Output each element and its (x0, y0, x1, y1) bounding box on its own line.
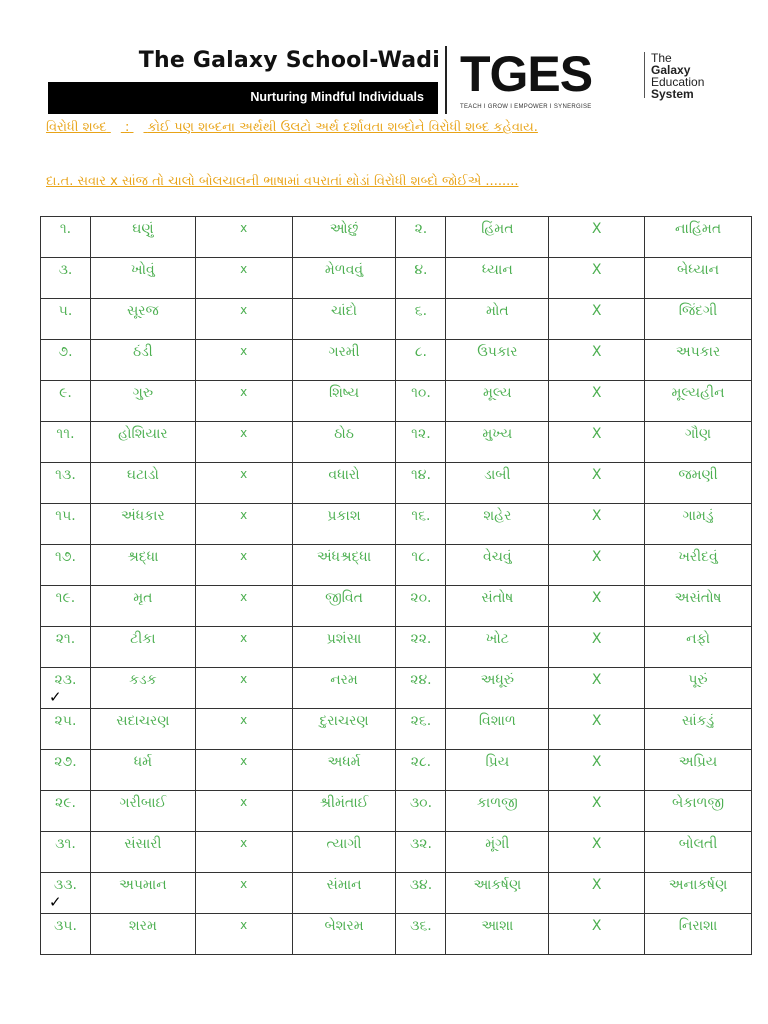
opposite-sign: x (195, 381, 292, 422)
table-row (41, 422, 752, 463)
table-row (41, 217, 752, 258)
check-mark-icon: ✓ (49, 893, 62, 911)
system-line: System (651, 87, 694, 101)
item-number: ૨૬. (396, 709, 446, 750)
opposite-sign: x (195, 217, 292, 258)
opposite-sign: X (549, 627, 645, 668)
item-number: ૨૨. (396, 627, 446, 668)
word: મૃત (90, 586, 195, 627)
antonym: સંમાન (292, 873, 396, 914)
item-number: ૧૨. (396, 422, 446, 463)
word: સદાચરણ (90, 709, 195, 750)
header-divider (445, 46, 447, 114)
opposite-sign: x (195, 463, 292, 504)
antonym: અપ્રિય (645, 750, 752, 791)
opposite-sign: X (549, 832, 645, 873)
item-number: ૩૨. (396, 832, 446, 873)
antonym: અપકાર (645, 340, 752, 381)
item-number: ૧૦. (396, 381, 446, 422)
opposite-sign: X (549, 709, 645, 750)
word: વિશાળ (446, 709, 549, 750)
opposite-sign: x (195, 914, 292, 955)
antonym: શિષ્ય (292, 381, 396, 422)
table-row (41, 627, 752, 668)
item-number: ૧૬. (396, 504, 446, 545)
opposite-sign: x (195, 258, 292, 299)
item-number: ૩૩. ✓ (41, 873, 91, 914)
opposite-sign: x (195, 586, 292, 627)
word: કાળજી (446, 791, 549, 832)
antonym: બેશરમ (292, 914, 396, 955)
opposite-sign: X (549, 299, 645, 340)
item-number: ૧૩. (41, 463, 91, 504)
opposite-sign: x (195, 504, 292, 545)
word: ધર્મ (90, 750, 195, 791)
opposite-sign: x (195, 709, 292, 750)
word: શ્રદ્ધા (90, 545, 195, 586)
opposite-sign: X (549, 791, 645, 832)
table-row (41, 340, 752, 381)
school-name: The Galaxy School-Wadi (138, 48, 440, 73)
antonym: જિંદગી (645, 299, 752, 340)
opposite-sign: X (549, 504, 645, 545)
opposite-sign: X (549, 422, 645, 463)
table-row (41, 586, 752, 627)
antonym: ઓછું (292, 217, 396, 258)
opposite-sign: x (195, 791, 292, 832)
antonym: અનાકર્ષણ (645, 873, 752, 914)
item-number: ૭. (41, 340, 91, 381)
table-row (41, 504, 752, 545)
page-header (48, 44, 728, 116)
antonym: બેધ્યાન (645, 258, 752, 299)
opposite-sign: x (195, 873, 292, 914)
opposite-sign: X (549, 340, 645, 381)
word: મૂલ્ય (446, 381, 549, 422)
antonym: નાહિંમત (645, 217, 752, 258)
word: ધ્યાન (446, 258, 549, 299)
check-mark-icon: ✓ (49, 688, 62, 706)
opposite-sign: X (549, 463, 645, 504)
word: ઉપકાર (446, 340, 549, 381)
opposite-sign: X (549, 914, 645, 955)
word: હિંમત (446, 217, 549, 258)
table-row (41, 463, 752, 504)
school-banner (48, 44, 444, 116)
word: અંધકાર (90, 504, 195, 545)
table-row (41, 750, 752, 791)
word: આકર્ષણ (446, 873, 549, 914)
table-row (41, 791, 752, 832)
word: ગરીબાઈ (90, 791, 195, 832)
item-number: ૨૯. (41, 791, 91, 832)
table-row (41, 545, 752, 586)
item-number: ૨. (396, 217, 446, 258)
word: આશા (446, 914, 549, 955)
item-number: ૪. (396, 258, 446, 299)
opposite-sign: X (549, 586, 645, 627)
antonym: નિરાશા (645, 914, 752, 955)
item-number: ૨૮. (396, 750, 446, 791)
item-number: ૫. (41, 299, 91, 340)
word: ખોવું (90, 258, 195, 299)
table-row (41, 299, 752, 340)
item-number: ૯. (41, 381, 91, 422)
antonym: અધર્મ (292, 750, 396, 791)
item-number: ૧૯. (41, 586, 91, 627)
word: સંસારી (90, 832, 195, 873)
logo-divider (644, 52, 645, 98)
tagline-bar (48, 82, 438, 114)
item-number: ૨૪. (396, 668, 446, 709)
item-number: ૩. (41, 258, 91, 299)
example-line: દા.ત. સવાર x સાંજ તો ચાલો બોલચાલની ભાષામાં વપરાતાં થોડાં વિરોધી શબ્દો જોઈએ ........ (46, 174, 519, 189)
antonym: મૂલ્યહીન (645, 381, 752, 422)
opposite-sign: X (549, 217, 645, 258)
definition-line (46, 120, 538, 135)
item-number: ૮. (396, 340, 446, 381)
opposite-sign: x (195, 299, 292, 340)
item-number: ૧૪. (396, 463, 446, 504)
system-line: Education (651, 75, 705, 89)
opposite-sign: X (549, 750, 645, 791)
word: ટીકા (90, 627, 195, 668)
antonym: નરમ (292, 668, 396, 709)
item-number: ૧. (41, 217, 91, 258)
word: વેચવું (446, 545, 549, 586)
table-row (41, 668, 752, 709)
antonym: પ્રકાશ (292, 504, 396, 545)
table-row (41, 873, 752, 914)
word: પ્રિય (446, 750, 549, 791)
antonym: જીવિત (292, 586, 396, 627)
item-number: ૬. (396, 299, 446, 340)
item-number: ૨૭. (41, 750, 91, 791)
antonym: દુરાચરણ (292, 709, 396, 750)
word: ડાબી (446, 463, 549, 504)
antonym: ગરમી (292, 340, 396, 381)
opposite-sign: X (549, 258, 645, 299)
item-number: ૧૭. (41, 545, 91, 586)
opposite-sign: X (549, 545, 645, 586)
system-name (651, 52, 704, 100)
item-number: ૨૦. (396, 586, 446, 627)
table-row (41, 258, 752, 299)
system-line: The (651, 51, 672, 65)
antonym: પૂરું (645, 668, 752, 709)
word: ઠંડી (90, 340, 195, 381)
table-row (41, 914, 752, 955)
table-row (41, 832, 752, 873)
word: શહેર (446, 504, 549, 545)
opposite-sign: x (195, 750, 292, 791)
opposite-sign: x (195, 340, 292, 381)
word: અધૂરું (446, 668, 549, 709)
word: ખોટ (446, 627, 549, 668)
item-number: ૩૬. (396, 914, 446, 955)
table-row (41, 381, 752, 422)
word: મૂંગી (446, 832, 549, 873)
antonym: નફો (645, 627, 752, 668)
opposite-sign: X (549, 381, 645, 422)
tges-motto: TEACH I GROW I EMPOWER I SYNERGISE (460, 104, 592, 110)
antonym-table (40, 216, 752, 955)
word: ગુરુ (90, 381, 195, 422)
word: સંતોષ (446, 586, 549, 627)
antonym: બેકાળજી (645, 791, 752, 832)
antonym: જમણી (645, 463, 752, 504)
antonym: અંધશ્રદ્ધા (292, 545, 396, 586)
item-number: ૧૮. (396, 545, 446, 586)
antonym: અસંતોષ (645, 586, 752, 627)
system-line: Galaxy (651, 63, 691, 77)
word: સૂરજ (90, 299, 195, 340)
word: કડક (90, 668, 195, 709)
tagline: Nurturing Mindful Individuals (250, 90, 424, 104)
antonym: ગામડું (645, 504, 752, 545)
opposite-sign: X (549, 873, 645, 914)
antonym: ચાંદો (292, 299, 396, 340)
definition-colon: : (124, 120, 130, 135)
definition-label: વિરોધી શબ્દ (46, 120, 107, 135)
antonym: ખરીદવું (645, 545, 752, 586)
definition-text: કોઈ પણ શબ્દના અર્થથી ઉલટો અર્થ દર્શાવતા શબ્દોને વિરોધી શબ્દ કહેવાય. (147, 120, 538, 135)
opposite-sign: X (549, 668, 645, 709)
antonym: બોલતી (645, 832, 752, 873)
antonym: પ્રશંસા (292, 627, 396, 668)
tges-logo: TGES (460, 46, 593, 102)
item-number: ૨૫. (41, 709, 91, 750)
antonym: ત્યાગી (292, 832, 396, 873)
word: ઘટાડો (90, 463, 195, 504)
item-number: ૩૫. (41, 914, 91, 955)
antonym: ઠોઠ (292, 422, 396, 463)
table-row (41, 709, 752, 750)
word: મોત (446, 299, 549, 340)
word: ઘણું (90, 217, 195, 258)
opposite-sign: x (195, 422, 292, 463)
antonym: ગૌણ (645, 422, 752, 463)
antonym: વધારો (292, 463, 396, 504)
word: હોશિયાર (90, 422, 195, 463)
opposite-sign: x (195, 545, 292, 586)
antonym: શ્રીમંતાઈ (292, 791, 396, 832)
antonym: મેળવવું (292, 258, 396, 299)
item-number: ૨૩. ✓ (41, 668, 91, 709)
item-number: ૧૫. (41, 504, 91, 545)
item-number: ૧૧. (41, 422, 91, 463)
opposite-sign: x (195, 832, 292, 873)
item-number: ૩૪. (396, 873, 446, 914)
word: મુખ્ય (446, 422, 549, 463)
item-number: ૩૦. (396, 791, 446, 832)
opposite-sign: x (195, 627, 292, 668)
item-number: ૩૧. (41, 832, 91, 873)
opposite-sign: x (195, 668, 292, 709)
word: અપમાન (90, 873, 195, 914)
item-number: ૨૧. (41, 627, 91, 668)
antonym: સાંકડું (645, 709, 752, 750)
word: શરમ (90, 914, 195, 955)
